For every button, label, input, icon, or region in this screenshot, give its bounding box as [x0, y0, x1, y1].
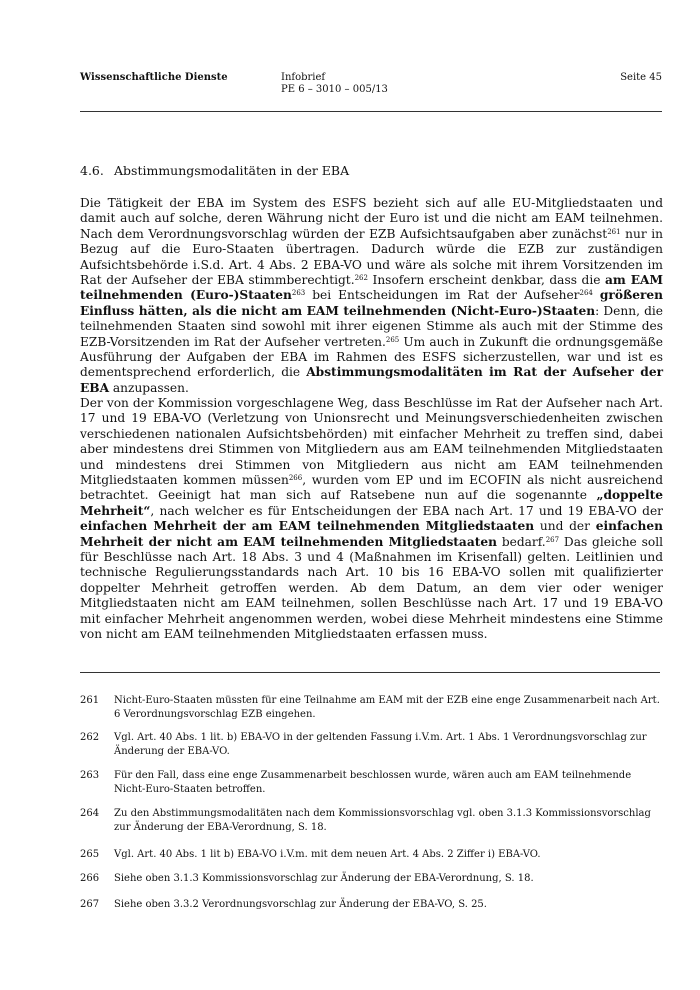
footnote-number: 264	[80, 808, 100, 819]
section-title: Abstimmungsmodalitäten in der EBA	[114, 163, 350, 178]
text-run: Die Tätigkeit der EBA im System des ESFS bezieht sich auf alle EU-Mitgliedstaaten und damit auch auf solche, deren Währung nicht der Euro ist und die nicht am EAM teilnehmen. Nach dem Verordnungsvorschlag würden der EZB Aufsichtsaufgaben aber zunächst	[80, 196, 663, 241]
footnote-number: 265	[80, 849, 100, 860]
section-number: 4.6.	[80, 163, 104, 178]
bold-run: „doppelte Mehrheit“	[80, 488, 663, 518]
footnote-text: Siehe oben 3.3.2 Verordnungsvorschlag zur Änderung der EBA-VO, S. 25.	[114, 899, 487, 910]
footnote-text: Vgl. Art. 40 Abs. 1 lit b) EBA-VO i.V.m. mit dem neuen Art. 4 Abs. 2 Ziffer i) EBA-VO.	[114, 849, 541, 860]
footnote-text: Zu den Abstimmungsmodalitäten nach dem Kommissionsvorschlag vgl. oben 3.1.3 Kommissionsvorschlag zur Änderung der EBA-Verordnung, S. 18.	[114, 808, 651, 833]
footnote-separator	[80, 672, 660, 673]
footnote-ref-267[interactable]: 267	[545, 535, 560, 544]
text-run: Um auch in Zukunft die ordnungsgemäße Ausführung der Aufgaben der EBA im Rahmen des ESFS sicherzustellen, war und ist es dementsprechend erforderlich, die	[80, 334, 664, 380]
text-run: bei Entscheidungen im Rat der Aufseher	[305, 288, 580, 303]
text-run: : Denn, die teilnehmenden Staaten sind sowohl mit ihrer eigenen Stimme als auch mit der Stimme des EZB-Vorsitzenden im Rat der Aufseher vertreten.	[80, 303, 663, 349]
text-run: bedarf.	[496, 534, 546, 549]
text-run: anzupassen.	[109, 380, 189, 395]
header-document-info	[281, 72, 388, 96]
footnote-number: 266	[80, 873, 100, 884]
footnote-ref-265[interactable]: 265	[385, 335, 400, 344]
footnote-ref-264[interactable]: 264	[579, 289, 593, 298]
footnote-text: Siehe oben 3.1.3 Kommissionsvorschlag zur Änderung der EBA-Verordnung, S. 18.	[114, 873, 534, 884]
footnote-text: Für den Fall, dass eine enge Zusammenarbeit beschlossen wurde, wären auch am EAM teilnehmende Nicht-Euro-Staaten betroffen.	[114, 770, 632, 795]
footnote-ref-262[interactable]: 262	[354, 274, 368, 283]
paragraph-1	[80, 196, 663, 396]
header-page-number: Seite 45	[620, 72, 662, 83]
footnote-number: 261	[80, 695, 100, 706]
footnote-text: Nicht-Euro-Staaten müssten für eine Teilnahme am EAM mit der EZB eine enge Zusammenarbeit nach Art. 6 Verordnungsvorschlag EZB eingehen.	[114, 695, 660, 720]
text-run: Der von der Kommission vorgeschlagene Weg, dass Beschlüsse im Rat der Aufseher nach Art. 17 und 19 EBA-VO (Verletzung von Unionsrecht und Meinungsverschiedenheiten zwischen verschiedenen nationalen Aufsichtsbehörden) mit einfacher Mehrheit zu treffen sind, dabei aber mindestens drei Stimmen von Mitgliedern aus am EAM teilnehmenden Mitgliedstaaten und mindestens drei Stimmen von Mitgliedern aus nicht am EAM teilnehmenden Mitgliedstaaten kommen müssen	[80, 396, 663, 488]
footnote-number: 267	[80, 899, 100, 910]
footnote-number: 263	[80, 770, 100, 781]
footnote-ref-266[interactable]: 266	[288, 474, 303, 483]
header-doc-type: Infobrief	[281, 72, 326, 83]
text-run: Das gleiche soll für Beschlüsse nach Art. 18 Abs. 3 und 4 (Maßnahmen im Krisenfall) gelten. Leitlinien und technische Regulierungsstandards nach Art. 10 bis 16 EBA-VO sollen mit qualifizierter doppelter Mehrheit getroffen werden. Ab dem Datum, an dem vier oder weniger Mitgliedstaaten nicht am EAM teilnehmen, sollen Beschlüsse nach Art. 17 und 19 EBA-VO mit einfacher Mehrheit angenommen werden, wobei diese Mehrheit mindestens eine Stimme von nicht am EAM teilnehmenden Mitgliedstaaten erfassen muss.	[80, 534, 664, 642]
bold-run: größeren Einfluss hätten, als die nicht am EAM teilnehmenden (Nicht-Euro-)Staaten	[80, 288, 663, 318]
header-rule	[80, 111, 662, 112]
bold-run: einfachen Mehrheit der am EAM teilnehmenden Mitgliedstaaten	[80, 519, 535, 534]
page-header	[80, 72, 662, 108]
footnote-text: Vgl. Art. 40 Abs. 1 lit. b) EBA-VO in der geltenden Fassung i.V.m. Art. 1 Abs. 1 Verordnungsvorschlag zur Änderung der EBA-VO.	[114, 732, 647, 757]
text-run	[593, 288, 600, 302]
header-department: Wissenschaftliche Dienste	[80, 72, 228, 83]
text-run: nur in Bezug auf die Euro-Staaten übertragen. Dadurch würde die EZB zur zuständigen Aufsichtsbehörde i.S.d. Art. 4 Abs. 2 EBA-VO und wäre als solche mit ihrem Vorsitzenden im Rat der Aufseher der EBA stimmberechtigt.	[80, 226, 663, 288]
bold-run: am EAM teilnehmenden (Euro-)Staaten	[80, 273, 663, 303]
paragraph-2	[80, 396, 663, 643]
text-run: , wurden vom EP und im ECOFIN als nicht ausreichend betrachtet. Geeinigt hat man sich auf Ratsebene nun auf die sogenannte	[80, 473, 663, 503]
text-run: und der	[534, 519, 596, 534]
text-run: , nach welcher es für Entscheidungen der EBA nach Art. 17 und 19 EBA-VO der	[150, 503, 663, 518]
footnote-ref-263[interactable]: 263	[291, 289, 306, 298]
bold-run: Abstimmungsmodalitäten im Rat der Aufseher der EBA	[80, 365, 663, 395]
header-doc-number: PE 6 – 3010 – 005/13	[281, 84, 388, 95]
bold-run: einfachen Mehrheit der nicht am EAM teilnehmenden Mitgliedstaaten	[80, 519, 663, 549]
footnote-number: 262	[80, 732, 100, 743]
section-heading	[80, 163, 349, 179]
text-run: Insofern erscheint denkbar, dass die	[367, 273, 606, 288]
footnote-ref-261[interactable]: 261	[607, 227, 621, 236]
